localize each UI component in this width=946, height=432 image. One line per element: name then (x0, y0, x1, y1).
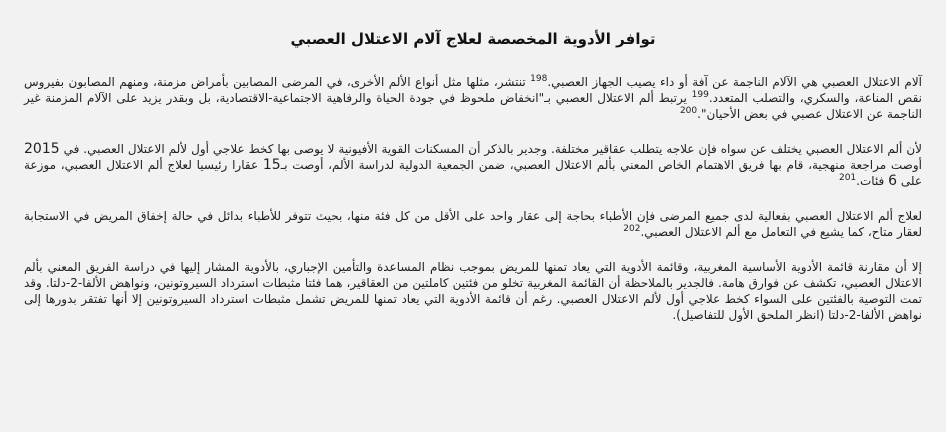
paragraph-3 (24, 208, 922, 240)
footnote-ref-198[interactable]: 198 (530, 74, 548, 84)
paragraph-3-text-a: لعلاج ألم الاعتلال العصبي بفعالية لدى جميع المرضى فإن الأطباء بحاجة إلى عقار واحد على الأقل من كل فئة منها، بحيث تتوفر للأطباء بدائل في حالة إخفاق المريض في الاستجابة لعقار متاح، كما يشيع في التعامل مع ألم الاعتلال العصبي. (24, 209, 922, 239)
paragraph-4 (24, 259, 922, 323)
document-title: توافر الأدوية المخصصة لعلاج آلام الاعتلال العصبي (290, 30, 656, 48)
paragraph-1-text-a: آلام الاعتلال العصبي هي الآلام الناجمة عن آفة أو داء يصيب الجهاز العصبي. (547, 75, 922, 89)
footnote-ref-202[interactable]: 202 (623, 224, 641, 234)
paragraph-2-text-a: لأن ألم الاعتلال العصبي يختلف عن سواه فإن علاجه يتطلب عقاقير مختلفة. وجدير بالذكر أن المسكنات القوية الأفيونية لا يوصى بها كخط علاجي أول لألم الاعتلال العصبي. في (59, 142, 922, 156)
footnote-ref-201[interactable]: 201 (838, 173, 857, 183)
footnote-ref-200[interactable]: 200 (679, 106, 698, 116)
footnote-ref-199[interactable]: 199 (691, 90, 709, 100)
paragraph-1 (24, 74, 922, 122)
paragraph-2-text-b: أوصت مراجعة منهجية، قام بها فريق الاهتمام الخاص المعني بألم الاعتلال العصبي، ضمن الجمعية الدولية لدراسة الألم، أوصت بـ (280, 158, 922, 172)
paragraph-2 (24, 141, 922, 189)
paragraph-2-text-c: عقارا رئيسيا لعلاج ألم الاعتلال العصبي، موزعة على (24, 158, 922, 188)
paragraph-4-text-a: إلا أن مقارنة قائمة الأدوية الأساسية المغربية، وقائمة الأدوية التي يعاد تمنها للمريض بموجب نظام المساعدة والتأمين الإجباري، بالأدوية المشار إليها في دراسة الفريق المعني بألم الاعتلال العصبي، تكشف عن فوارق هامة. فالجدير بالملاحظة أن القائمة المغربية تخلو من فئتين كاملتين من العقاقير، هما فئتا مثبطات استرداد السيروتونين، ونواهض الألفا-2-دلتا. وقد تمت التوصية بالفئتين على السواء كخط علاجي أول لألم الاعتلال العصبي. رغم أن قائمة الأدوية التي يعاد تمنها للمريض تشمل مثبطات استرداد السيروتونين إلا أنها تفتقر بدورها إلى نواهض الألفا-2-دلتا (انظر الملحق الأول للتفاصيل). (24, 260, 922, 322)
paragraph-1-text-b: تنتشر، مثلها مثل أنواع الألم الأخرى، في المرضى المصابين بأمراض مزمنة، ومنهم المصابون بفيروس نقص المناعة، والسكري، والتصلب المتعدد. (24, 75, 922, 105)
year-value: 2015 (24, 141, 60, 157)
paragraph-1-text-c: يرتبط ألم الاعتلال العصبي بـ"انخفاض ملحوظ في جودة الحياة والرفاهية الاجتماعية-الاقتصادية، بل وبقدر يزيد على الآلام المزمنة غير الناجمة عن الاعتلال عصبي في بعض الأحيان". (24, 91, 922, 121)
class-count-value: 6 (888, 173, 898, 189)
drug-count-value: 15 (262, 157, 281, 173)
paragraph-2-text-d: فئات. (856, 174, 889, 188)
